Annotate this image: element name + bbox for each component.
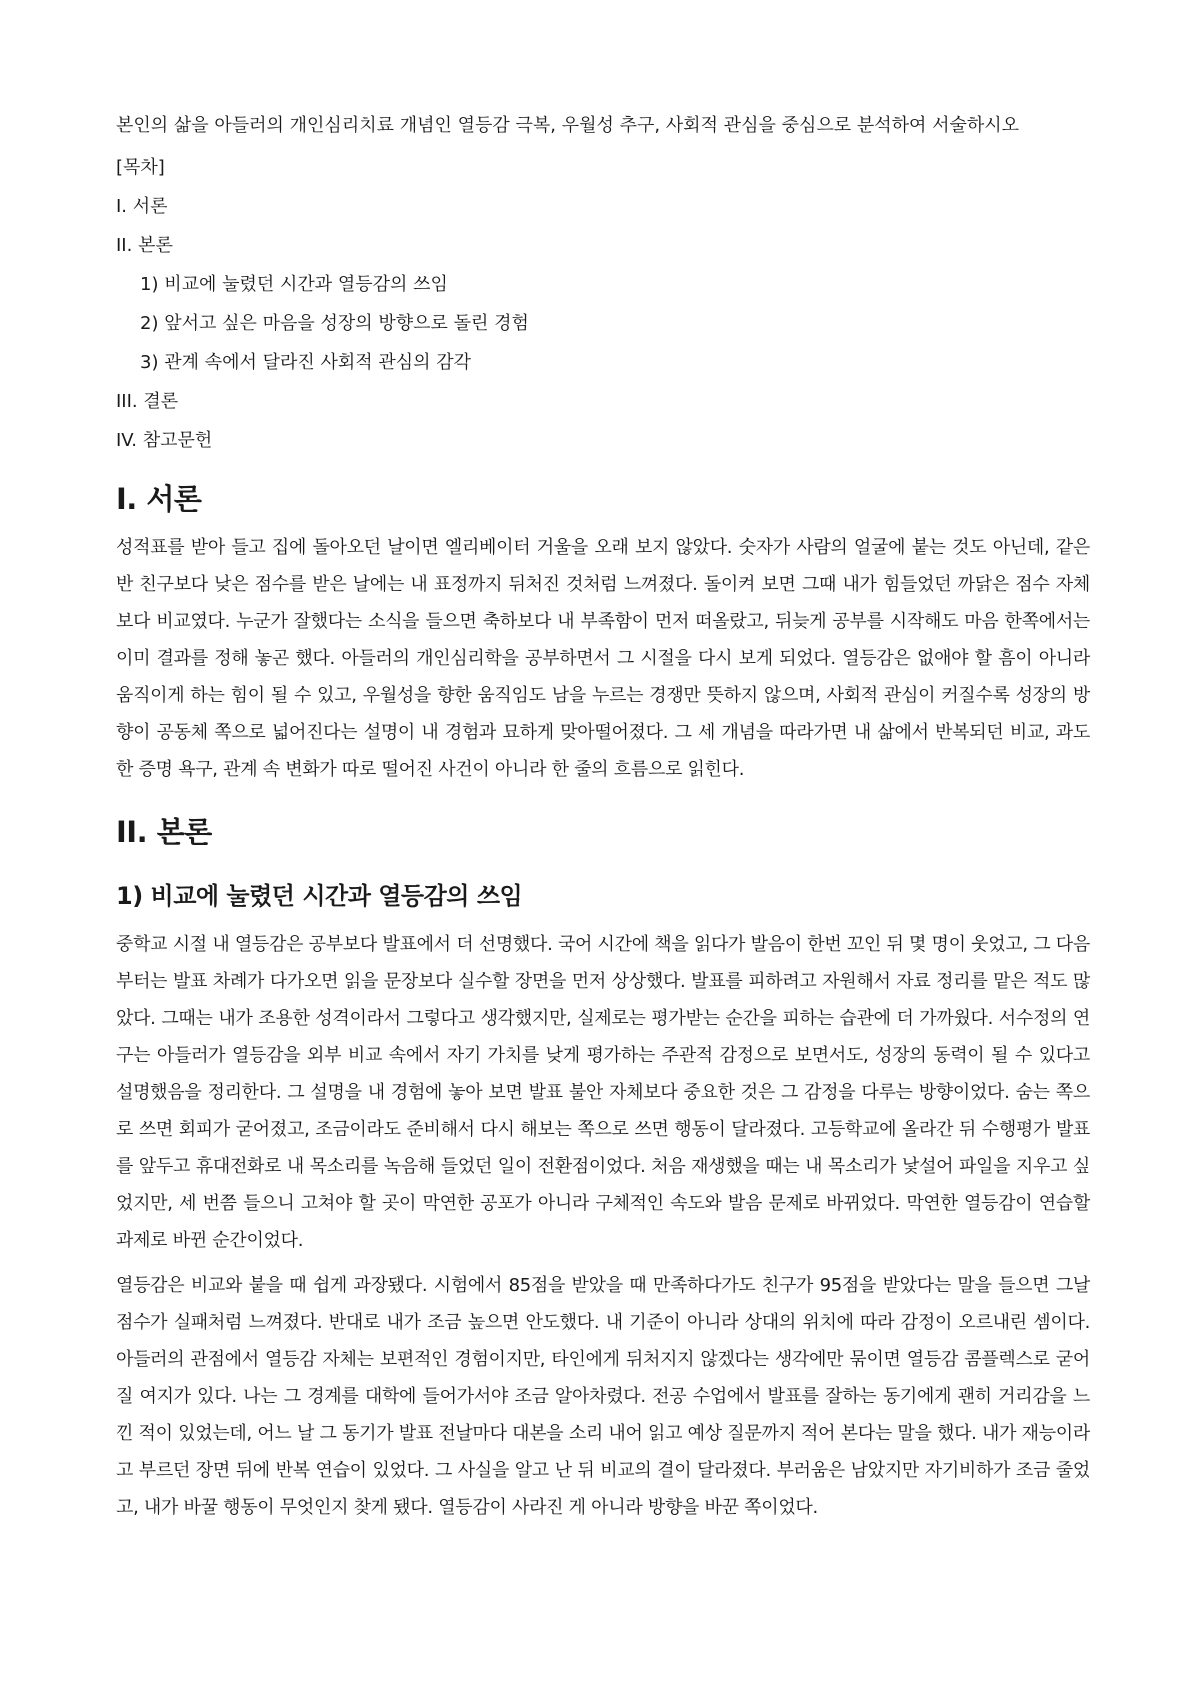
toc-item-body-3: 3) 관계 속에서 달라진 사회적 관심의 감각	[140, 352, 472, 373]
section-body	[116, 812, 1090, 1526]
toc-item-body-2: 2) 앞서고 싶은 마음을 성장의 방향으로 돌린 경험	[140, 313, 529, 334]
assignment-prompt: 본인의 삶을 아들러의 개인심리치료 개념인 열등감 극복, 우월성 추구, 사회적 관심을 중심으로 분석하여 서술하시오	[116, 115, 1020, 136]
toc-item-body-1: 1) 비교에 눌렸던 시간과 열등감의 쓰임	[140, 274, 448, 295]
toc-item-intro: I. 서론	[116, 196, 168, 217]
toc-item-body: II. 본론	[116, 235, 173, 256]
body-paragraph-2: 열등감은 비교와 붙을 때 쉽게 과장됐다. 시험에서 85점을 받았을 때 만족하다가도 친구가 95점을 받았다는 말을 들으면 그날 점수가 실패처럼 느껴졌다. 반대로 내가 조금 높으면 안도했다. 내 기준이 아니라 상대의 위치에 따라 감정이 오르내린 셈이다. 아들러의 관점에서 열등감 자체는 보편적인 경험이지만, 타인에게 뒤처지지 않겠다는 생각에만 묶이면 열등감 콤플렉스로 굳어질 여지가 있다. 나는 그 경계를 대학에 들어가서야 조금 알아차렸다. 전공 수업에서 발표를 잘하는 동기에게 괜히 거리감을 느낀 적이 있었는데, 어느 날 그 동기가 발표 전날마다 대본을 소리 내어 읽고 예상 질문까지 적어 본다는 말을 했다. 내가 재능이라고 부르던 장면 뒤에 반복 연습이 있었다. 그 사실을 알고 난 뒤 비교의 결이 달라졌다. 부러움은 남았지만 자기비하가 조금 줄었고, 내가 바꿀 행동이 무엇인지 찾게 됐다. 열등감이 사라진 게 아니라 방향을 바꾼 쪽이었다.	[116, 1275, 1090, 1518]
toc-item-conclusion: III. 결론	[116, 391, 179, 412]
body-paragraph-1: 중학교 시절 내 열등감은 공부보다 발표에서 더 선명했다. 국어 시간에 책을 읽다가 발음이 한번 꼬인 뒤 몇 명이 웃었고, 그 다음부터는 발표 차례가 다가오면 읽을 문장보다 실수할 장면을 먼저 상상했다. 발표를 피하려고 자원해서 자료 정리를 맡은 적도 많았다. 그때는 내가 조용한 성격이라서 그렇다고 생각했지만, 실제로는 평가받는 순간을 피하는 습관에 더 가까웠다. 서수정의 연구는 아들러가 열등감을 외부 비교 속에서 자기 가치를 낮게 평가하는 주관적 감정으로 보면서도, 성장의 동력이 될 수 있다고 설명했음을 정리한다. 그 설명을 내 경험에 놓아 보면 발표 불안 자체보다 중요한 것은 그 감정을 다루는 방향이었다. 숨는 쪽으로 쓰면 회피가 굳어졌고, 조금이라도 준비해서 다시 해보는 쪽으로 쓰면 행동이 달라졌다. 고등학교에 올라간 뒤 수행평가 발표를 앞두고 휴대전화로 내 목소리를 녹음해 들었던 일이 전환점이었다. 처음 재생했을 때는 내 목소리가 낯설어 파일을 지우고 싶었지만, 세 번쯤 들으니 고쳐야 할 곳이 막연한 공포가 아니라 구체적인 속도와 발음 문제로 바뀌었다. 막연한 열등감이 연습할 과제로 바뀐 순간이었다.	[116, 934, 1090, 1251]
section-intro	[116, 479, 1090, 788]
section-heading-intro: I. 서론	[116, 482, 202, 516]
toc-list	[116, 193, 1090, 455]
table-of-contents	[116, 154, 1090, 455]
intro-paragraph: 성적표를 받아 들고 집에 돌아오던 날이면 엘리베이터 거울을 오래 보지 않았다. 숫자가 사람의 얼굴에 붙는 것도 아닌데, 같은 반 친구보다 낮은 점수를 받은 날에는 내 표정까지 뒤처진 것처럼 느껴졌다. 돌이켜 보면 그때 내가 힘들었던 까닭은 점수 자체보다 비교였다. 누군가 잘했다는 소식을 들으면 축하보다 내 부족함이 먼저 떠올랐고, 뒤늦게 공부를 시작해도 마음 한쪽에서는 이미 결과를 정해 놓곤 했다. 아들러의 개인심리학을 공부하면서 그 시절을 다시 보게 되었다. 열등감은 없애야 할 흠이 아니라 움직이게 하는 힘이 될 수 있고, 우월성을 향한 움직임도 남을 누르는 경쟁만 뜻하지 않으며, 사회적 관심이 커질수록 성장의 방향이 공동체 쪽으로 넓어진다는 설명이 내 경험과 묘하게 맞아떨어졌다. 그 세 개념을 따라가면 내 삶에서 반복되던 비교, 과도한 증명 욕구, 관계 속 변화가 따로 떨어진 사건이 아니라 한 줄의 흐름으로 읽힌다.	[116, 537, 1090, 780]
section-heading-body: II. 본론	[116, 815, 212, 849]
subsection-heading-1: 1) 비교에 눌렸던 시간과 열등감의 쓰임	[116, 882, 523, 910]
toc-item-references: IV. 참고문헌	[116, 430, 213, 451]
toc-title: [목차]	[116, 157, 165, 178]
